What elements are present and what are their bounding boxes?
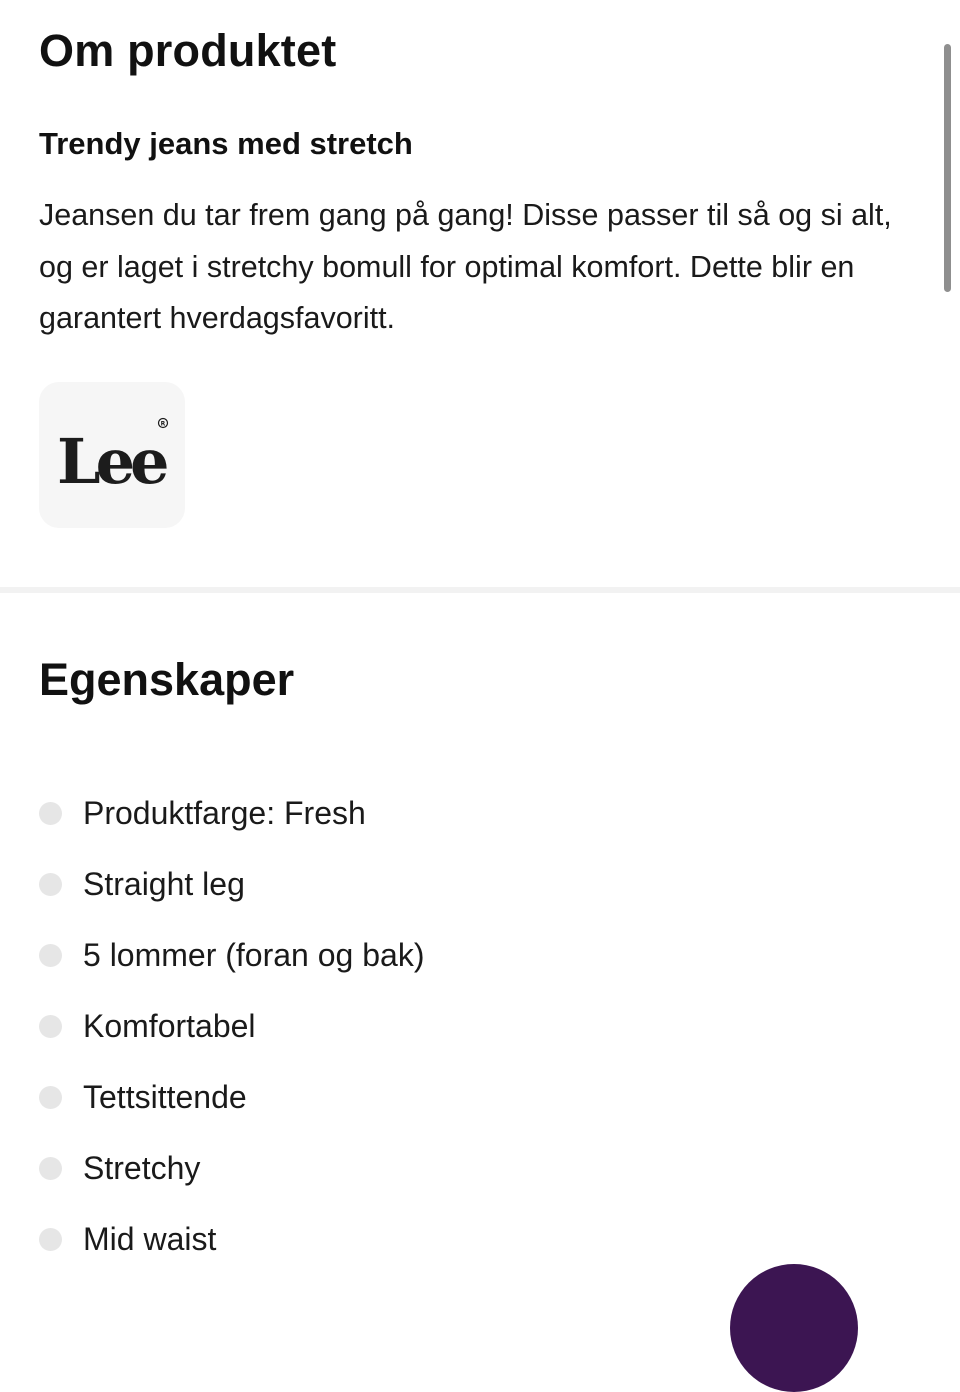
feature-item: [39, 856, 424, 927]
feature-label: Mid waist: [83, 1221, 217, 1257]
svg-text:R: R: [160, 420, 166, 428]
feature-item: [39, 1140, 424, 1211]
bullet-dot-icon: [39, 1228, 62, 1251]
feature-label: Tettsittende: [83, 1079, 247, 1115]
bullet-dot-icon: [39, 944, 62, 967]
about-title: Om produktet: [39, 25, 337, 76]
bullet-dot-icon: [39, 802, 62, 825]
feature-item: [39, 785, 424, 856]
feature-label: Produktfarge: Fresh: [83, 795, 366, 831]
features-title: Egenskaper: [39, 654, 295, 705]
section-divider: [0, 587, 960, 593]
svg-text:Lee: Lee: [57, 425, 165, 498]
scrollbar-thumb[interactable]: [944, 44, 951, 292]
feature-label: 5 lommer (foran og bak): [83, 937, 425, 973]
bullet-dot-icon: [39, 1157, 62, 1180]
feature-item: [39, 1211, 424, 1282]
feature-item: [39, 927, 424, 998]
brand-logo[interactable]: [39, 382, 185, 528]
floating-action-button[interactable]: [730, 1264, 858, 1392]
feature-label: Stretchy: [83, 1150, 201, 1186]
bullet-dot-icon: [39, 873, 62, 896]
feature-item: [39, 998, 424, 1069]
lee-logo-icon: [39, 382, 185, 528]
about-subtitle: Trendy jeans med stretch: [39, 126, 413, 161]
bullet-dot-icon: [39, 1015, 62, 1038]
bullet-dot-icon: [39, 1086, 62, 1109]
feature-item: [39, 1069, 424, 1140]
feature-label: Komfortabel: [83, 1008, 256, 1044]
about-description: Jeansen du tar frem gang på gang! Disse passer til så og si alt, og er laget i stretchy bomull for optimal komfort. Dette blir en garantert hverdagsfavoritt.: [39, 198, 892, 335]
feature-label: Straight leg: [83, 866, 245, 902]
features-list: [39, 785, 424, 1282]
